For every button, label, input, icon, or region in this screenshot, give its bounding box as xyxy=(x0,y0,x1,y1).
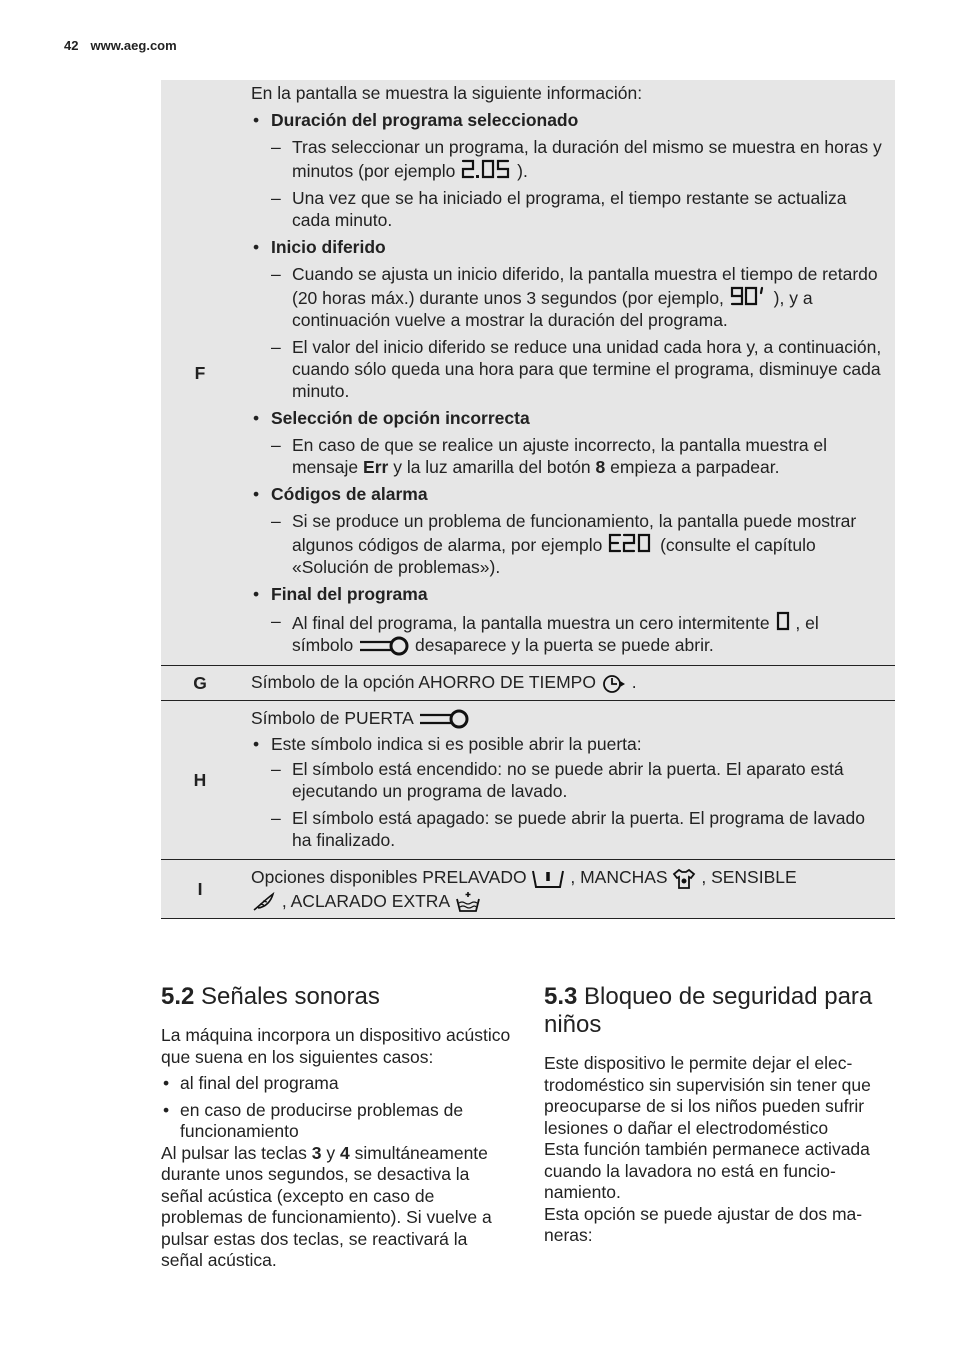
row-key: I xyxy=(161,860,239,919)
section-5-2 xyxy=(161,983,513,1272)
bullet-title: Duración del programa seleccionado xyxy=(271,110,579,130)
section-title: 5.2 Señales sonoras xyxy=(161,983,380,1010)
row-intro: En la pantalla se muestra la siguiente información: xyxy=(251,83,643,103)
display-zero-icon xyxy=(775,610,791,632)
bullet-item xyxy=(251,483,883,505)
dash-item: – En caso de que se realice un ajuste incorrecto, la pantalla muestra el mensaje Err y la luz amarilla del botón 8 empieza a parpadear. xyxy=(251,434,883,478)
dash-item: – Si se produce un problema de funcionamiento, la pantalla puede mostrar algunos códigos de alarma, por ejemplo (consulte el capítulo «Solución de problemas»). xyxy=(251,510,883,578)
bullet-title: Final del programa xyxy=(271,584,428,604)
row-key: F xyxy=(194,362,206,383)
paragraph: Este dispositivo le permite dejar el electrodoméstico sin supervisión sin tener que preocuparse de si los niños pueden sufrir lesiones o dañar el electrodoméstico xyxy=(544,1053,871,1138)
display-delay-90-icon xyxy=(729,285,769,307)
bullet-title: Códigos de alarma xyxy=(271,484,428,504)
site-url: www.aeg.com xyxy=(90,38,177,53)
page-number: 42 xyxy=(64,38,79,53)
display-duration-2-05-icon xyxy=(460,158,512,180)
error-code: Err xyxy=(363,457,389,477)
button-number: 8 xyxy=(595,457,606,477)
row-key: G xyxy=(161,666,239,700)
paragraph: Esta función también permanece activada cuando la lavadora no está en funcionamiento. xyxy=(544,1139,870,1202)
dash-item: – El símbolo está encendido: no se puede abrir la puerta. El aparato está ejecutando un programa de lavado. xyxy=(251,758,883,802)
section-5-3 xyxy=(544,983,896,1247)
list-item: • en caso de producirse problemas de funcionamiento xyxy=(161,1100,513,1143)
dash-item: – Al final del programa, la pantalla muestra un cero intermitente , el símbolo desaparece y la puerta se puede abrir. xyxy=(251,610,883,657)
bullet-title: Selección de opción incorrecta xyxy=(271,408,530,428)
bullet-item xyxy=(251,236,883,258)
table-row-i: I Opciones disponibles PRELAVADO , MANCHAS , SENSIBLE , ACLARADO EXTRA xyxy=(161,860,895,919)
door-icon xyxy=(418,708,470,730)
feather-sensitive-icon xyxy=(251,891,277,913)
door-lock-icon xyxy=(358,635,410,657)
display-alarm-e20-icon xyxy=(607,532,655,554)
bullet-item xyxy=(251,583,883,605)
dash-item: – El símbolo está apagado: se puede abrir la puerta. El programa de lavado ha finalizado. xyxy=(251,807,883,851)
table-row-g: G Símbolo de la opción AHORRO DE TIEMPO . xyxy=(161,666,895,700)
dash-item: – Una vez que se ha iniciado el programa, el tiempo restante se actualiza cada minuto. xyxy=(251,187,883,231)
bullet-item xyxy=(251,407,883,429)
list-item: • al final del programa xyxy=(161,1073,513,1095)
time-save-icon xyxy=(601,673,627,695)
section-title: 5.3 Bloqueo de seguridad para niños xyxy=(544,983,873,1038)
dash-item: – El valor del inicio diferido se reduce una unidad cada hora y, a continuación, cuando sólo queda una hora para que termine el programa, disminuye cada minuto. xyxy=(251,336,883,402)
table-row-h: H Símbolo de PUERTA • Este símbolo indica si es posible abrir la puerta: – El símbolo está encendido: no se puede abrir la puerta. El aparato está ejecutando un programa de lavado. – El símbolo está apagado: se puede abrir la puerta. El programa de lavado ha finalizado. xyxy=(161,700,895,859)
stain-shirt-icon xyxy=(672,868,696,890)
extra-rinse-icon xyxy=(454,891,482,913)
dash-item: – Cuando se ajusta un inicio diferido, la pantalla muestra el tiempo de retardo (20 horas máx.) durante unos 3 segundos (por ejemplo, ), y a continuación vuelve a mostrar la duración del programa. xyxy=(251,263,883,331)
paragraph: La máquina incorpora un dispositivo acústico que suena en los siguientes casos: xyxy=(161,1025,511,1067)
paragraph: Esta opción se puede ajustar de dos maneras: xyxy=(544,1203,863,1245)
page-header xyxy=(64,38,177,53)
row-key: H xyxy=(161,700,239,859)
bullet-item: • Este símbolo indica si es posible abrir la puerta: xyxy=(251,733,883,755)
bullet-item xyxy=(251,109,883,131)
table-row-f xyxy=(161,80,895,666)
display-info-table xyxy=(161,80,895,919)
bullet-title: Inicio diferido xyxy=(271,237,386,257)
prewash-icon xyxy=(531,868,565,890)
dash-item: – Tras seleccionar un programa, la duración del mismo se muestra en horas y minutos (por ejemplo ). xyxy=(251,136,883,182)
paragraph: Al pulsar las teclas 3 y 4 simultáneamente durante unos segundos, se desactiva la señal acústica (excepto en caso de problemas de funcionamiento). Si vuelve a pulsar estas dos teclas, se reactivará la señal acústica. xyxy=(161,1142,492,1270)
